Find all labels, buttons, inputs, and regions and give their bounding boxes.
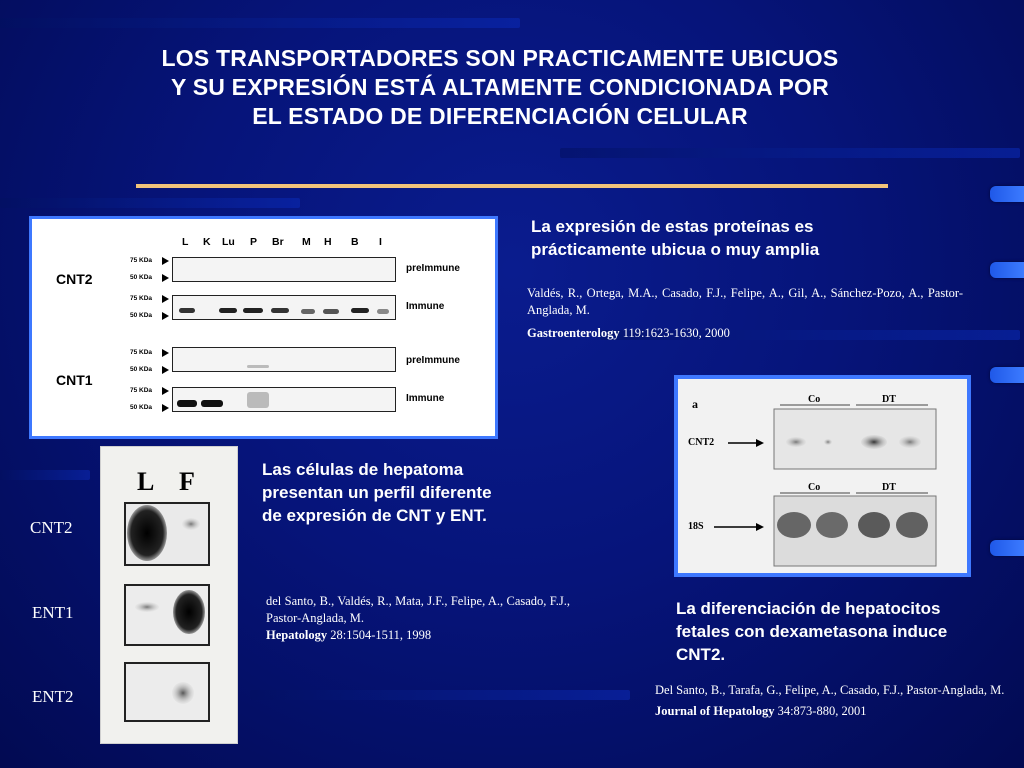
reference-journal: Hepatology (266, 628, 328, 642)
lane-label: I (379, 236, 382, 248)
preimmune-label: preImmune (406, 263, 460, 274)
title-line-3: EL ESTADO DE DIFERENCIACIÓN CELULAR (252, 103, 748, 129)
lane-label: M (302, 236, 311, 248)
hepatoma-blot-image (101, 447, 237, 743)
title-underline (136, 184, 888, 188)
marker-arrow-icon (162, 366, 169, 374)
cnt2-label: CNT2 (56, 271, 93, 287)
marker-arrow-icon (162, 387, 169, 395)
side-tab (990, 262, 1024, 278)
lane-label: L (182, 236, 189, 248)
lane-label: Br (272, 236, 284, 248)
group-label-dt: DT (882, 482, 896, 493)
group-label-dt: DT (882, 394, 896, 405)
kda-marker: 75 KDa (130, 257, 153, 264)
hepatoma-reference (266, 593, 570, 644)
row-label-cnt2: CNT2 (688, 437, 715, 448)
kda-marker: 75 KDa (130, 387, 153, 394)
blot-caption: La expresión de estas proteínas es prácticamente ubicua o muy amplia (531, 217, 820, 259)
reference-citation (266, 627, 570, 644)
hepatoma-blot-figure (100, 446, 238, 744)
immune-label: Immune (406, 393, 445, 404)
reference-detail: 34:873-880, 2001 (777, 704, 867, 718)
reference-detail: 28:1504-1511, 1998 (330, 628, 432, 642)
blot-strip-cnt2-preimmune (172, 257, 396, 282)
group-label-co: Co (808, 482, 821, 493)
side-tab (990, 367, 1024, 383)
blot-reference (527, 285, 963, 342)
marker-arrow-icon (162, 404, 169, 412)
northern-blot-image (678, 379, 967, 573)
panel-letter: a (692, 397, 698, 411)
marker-arrow-icon (162, 312, 169, 320)
title-line-2: Y SU EXPRESIÓN ESTÁ ALTAMENTE CONDICIONADA POR (171, 74, 829, 100)
marker-arrow-icon (162, 349, 169, 357)
marker-arrow-icon (162, 295, 169, 303)
kda-marker: 75 KDa (130, 295, 153, 302)
row-label-18s: 18S (688, 521, 704, 532)
hepatoma-caption: Las células de hepatoma presentan un perfil diferente de expresión de CNT y ENT. (262, 460, 492, 525)
side-tab (990, 186, 1024, 202)
blot-strip-cnt1-immune (172, 387, 396, 412)
reference-authors: Del Santo, B., Tarafa, G., Felipe, A., Casado, F.J., Pastor-Anglada, M. (655, 683, 1005, 697)
cnt1-label: CNT1 (56, 372, 93, 388)
kda-marker: 75 KDa (130, 349, 153, 356)
preimmune-label: preImmune (406, 355, 460, 366)
marker-arrow-icon (162, 257, 169, 265)
northern-reference (655, 682, 1019, 720)
kda-marker: 50 KDa (130, 366, 153, 373)
group-label-co: Co (808, 394, 821, 405)
row-label-ent2: ENT2 (32, 687, 74, 706)
kda-marker: 50 KDa (130, 404, 153, 411)
reference-detail: 119:1623-1630, 2000 (622, 326, 730, 340)
lane-label: K (203, 236, 211, 248)
reference-journal: Gastroenterology (527, 326, 620, 340)
blot-strip-cnt2-immune (172, 295, 396, 320)
blot-strip-cnt1-preimmune (172, 347, 396, 372)
slide-title (60, 44, 940, 131)
row-label-ent1: ENT1 (32, 603, 74, 622)
title-line-1: LOS TRANSPORTADORES SON PRACTICAMENTE UBICUOS (161, 45, 839, 71)
reference-journal: Journal of Hepatology (655, 704, 775, 718)
lane-label: Lu (222, 236, 235, 248)
lane-label: H (324, 236, 332, 248)
column-label-l: L (137, 467, 155, 496)
reference-authors: Valdés, R., Ortega, M.A., Casado, F.J., Felipe, A., Gil, A., Sánchez-Pozo, A., Pastor-Anglada, M. (527, 286, 963, 317)
western-blot-figure (29, 216, 498, 439)
reference-citation (527, 325, 963, 342)
northern-caption: La diferenciación de hepatocitos fetales con dexametasona induce CNT2. (676, 599, 948, 664)
kda-marker: 50 KDa (130, 274, 153, 281)
column-label-f: F (179, 467, 195, 496)
side-tab (990, 540, 1024, 556)
lane-label: P (250, 236, 258, 248)
lane-label: B (351, 236, 359, 248)
row-label-cnt2: CNT2 (30, 518, 73, 537)
kda-marker: 50 KDa (130, 312, 153, 319)
reference-citation (655, 703, 1019, 720)
immune-label: Immune (406, 301, 445, 312)
marker-arrow-icon (162, 274, 169, 282)
reference-authors: del Santo, B., Valdés, R., Mata, J.F., Felipe, A., Casado, F.J., Pastor-Anglada, M. (266, 594, 570, 625)
northern-blot-figure (674, 375, 971, 577)
